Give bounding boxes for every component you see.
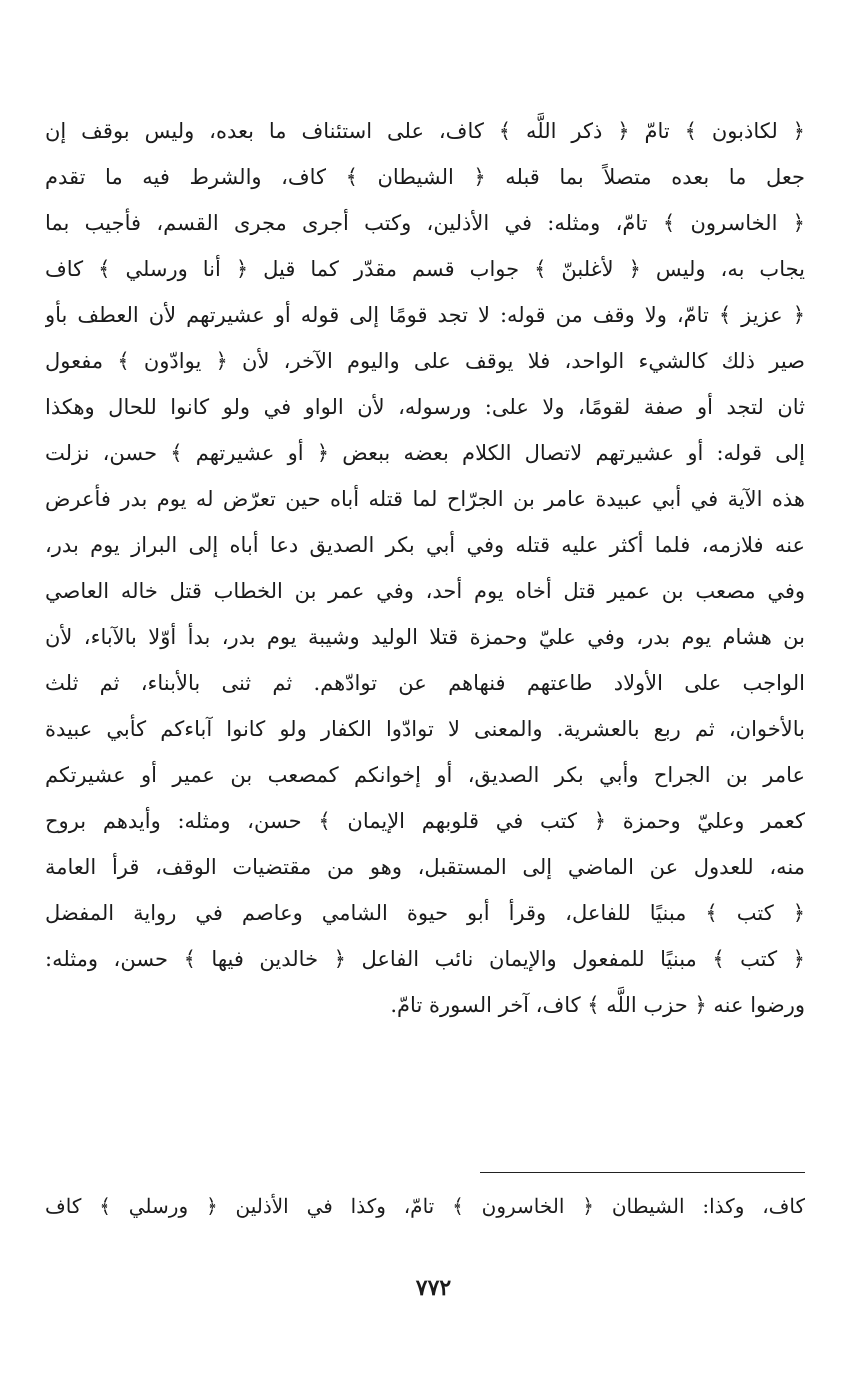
text-line: منه، للعدول عن الماضي إلى المستقبل، وهو من مقتضيات الوقف، قرأ العامة bbox=[45, 855, 805, 879]
text-line: الواجب على الأولاد طاعتهم فنهاهم عن توادّهم. ثم ثنى بالأبناء، ثم ثلث bbox=[45, 671, 805, 695]
footnote-divider bbox=[480, 1172, 805, 1173]
text-line: عامر بن الجراح وأبي بكر الصديق، أو إخوانكم كمصعب بن عمير أو عشيرتكم bbox=[45, 763, 805, 787]
footnote: كاف، وكذا: الشيطان ﴿ الخاسرون ﴾ تامّ، وكذا في الأذلين ﴿ ورسلي ﴾ كاف bbox=[45, 1194, 805, 1218]
text-line: ﴿ كتب ﴾ مبنيًا للمفعول والإيمان نائب الفاعل ﴿ خالدين فيها ﴾ حسن، ومثله: bbox=[45, 947, 805, 971]
text-line: ﴿ لكاذبون ﴾ تامّ ﴿ ذكر اللَّه ﴾ كاف، على استئناف ما بعده، وليس بوقف إن bbox=[45, 119, 805, 143]
text-line: إلى قوله: أو عشيرتهم لاتصال الكلام بعضه ببعض ﴿ أو عشيرتهم ﴾ حسن، نزلت bbox=[45, 441, 805, 465]
text-line: عنه فلازمه، فلما أكثر عليه قتله وفي أبي بكر الصديق دعا أباه إلى البراز يوم بدر، bbox=[45, 533, 805, 557]
text-line: هذه الآية في أبي عبيدة عامر بن الجرّاح لما قتله أباه حين تعرّض له يوم بدر فأعرض bbox=[45, 487, 805, 511]
text-line: كعمر وعليّ وحمزة ﴿ كتب في قلوبهم الإيمان ﴾ حسن، ومثله: وأيدهم بروح bbox=[45, 809, 805, 833]
text-line: بن هشام يوم بدر، وفي عليّ وحمزة قتلا الوليد وشيبة يوم بدر، بدأ أوّلا بالآباء، لأن bbox=[45, 625, 805, 649]
text-line: ثان لتجد أو صفة لقومًا، ولا على: ورسوله، لأن الواو في ولو كانوا للحال وهكذا bbox=[45, 395, 805, 419]
text-line: ﴿ عزيز ﴾ تامّ، ولا وقف من قوله: لا تجد قومًا إلى قوله أو عشيرتهم لأن العطف بأو bbox=[45, 303, 805, 327]
main-text-block bbox=[45, 108, 805, 1028]
text-line-last: ورضوا عنه ﴿ حزب اللَّه ﴾ كاف، آخر السورة تامّ. bbox=[390, 993, 805, 1017]
text-line: جعل ما بعده متصلاً بما قبله ﴿ الشيطان ﴾ كاف، والشرط فيه ما تقدم bbox=[45, 165, 805, 189]
text-line: ﴿ الخاسرون ﴾ تامّ، ومثله: في الأذلين، وكتب أجرى مجرى القسم، فأجيب بما bbox=[45, 211, 805, 235]
text-line: ﴿ كتب ﴾ مبنيًا للفاعل، وقرأ أبو حيوة الشامي وعاصم في رواية المفضل bbox=[45, 901, 805, 925]
text-line: يجاب به، وليس ﴿ لأغلبنّ ﴾ جواب قسم مقدّر كما قيل ﴿ أنا ورسلي ﴾ كاف bbox=[45, 257, 805, 281]
text-line: صير ذلك كالشيء الواحد، فلا يوقف على واليوم الآخر، لأن ﴿ يوادّون ﴾ مفعول bbox=[45, 349, 805, 373]
text-line: بالأخوان، ثم ربع بالعشرية. والمعنى لا توادّوا الكفار ولو كانوا آباءكم كأبي عبيدة bbox=[45, 717, 805, 741]
page-number: ٧٧٢ bbox=[415, 1275, 452, 1301]
text-line: وفي مصعب بن عمير قتل أخاه يوم أحد، وفي عمر بن الخطاب قتل خاله العاصي bbox=[45, 579, 805, 603]
